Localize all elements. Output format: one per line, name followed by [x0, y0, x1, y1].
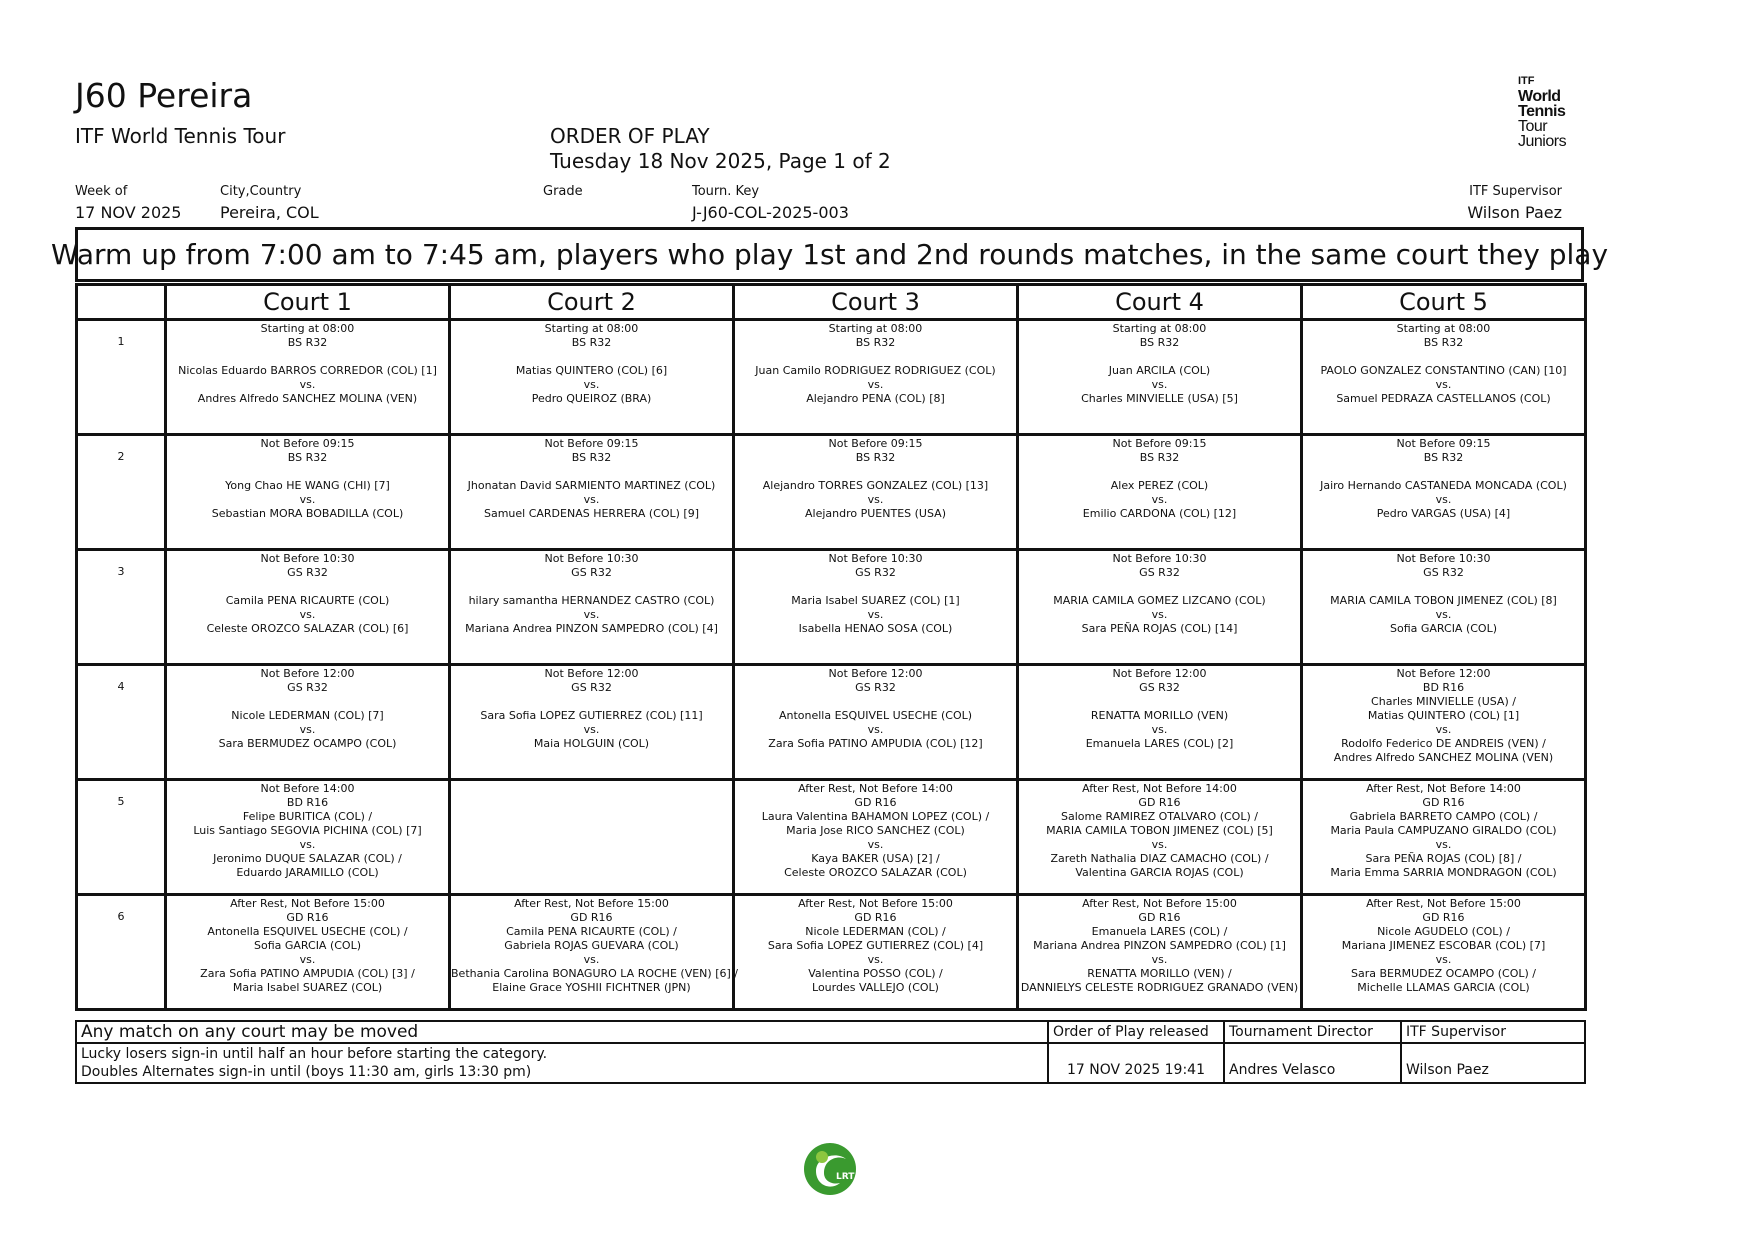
order-of-play-heading: ORDER OF PLAY [550, 124, 710, 148]
corner-cell [77, 285, 166, 320]
match-line: BD R16 [1422, 681, 1465, 694]
match-cell [166, 895, 450, 1010]
match-line: Not Before 10:30 [1396, 552, 1491, 565]
match-cell [450, 550, 734, 665]
match-line: Laura Valentina BAHAMON LOPEZ (COL) / [761, 810, 990, 823]
match-line: GD R16 [1138, 911, 1181, 924]
match-line [451, 465, 732, 479]
match-line: hilary samantha HERNANDEZ CASTRO (COL) [468, 594, 715, 607]
match-cell [734, 320, 1018, 435]
court-header: Court 2 [450, 285, 734, 320]
match-line: Nicole AGUDELO (COL) / [1377, 925, 1510, 938]
match-line: Alejandro PUENTES (USA) [805, 507, 946, 520]
match-line: Celeste OROZCO SALAZAR (COL) [6] [206, 622, 409, 635]
match-cell [1018, 550, 1302, 665]
match-line: GS R32 [287, 681, 328, 694]
match-line: Starting at 08:00 [1396, 322, 1491, 335]
match-line: Maria Paula CAMPUZANO GIRALDO (COL) [1330, 824, 1557, 837]
row-number: 2 [77, 435, 166, 550]
match-line [167, 580, 448, 594]
match-line: After Rest, Not Before 15:00 [230, 897, 385, 910]
match-line: BS R32 [287, 451, 328, 464]
match-line: Luis Santiago SEGOVIA PICHINA (COL) [7] [193, 824, 422, 837]
match-line: Starting at 08:00 [260, 322, 355, 335]
match-line: BS R32 [1423, 451, 1464, 464]
match-line: BS R32 [287, 336, 328, 349]
match-line: vs. [583, 953, 600, 966]
match-line: Felipe BURITICA (COL) / [242, 810, 373, 823]
page-title: J60 Pereira [75, 76, 253, 115]
match-line: Antonella ESQUIVEL USECHE (COL) / [207, 925, 408, 938]
court-header: Court 1 [166, 285, 450, 320]
moved-notice: Any match on any court may be moved [76, 1021, 1048, 1043]
lrt-logo-circle [804, 1143, 856, 1195]
match-row [77, 435, 1586, 550]
match-row [77, 895, 1586, 1010]
match-cell [1018, 435, 1302, 550]
match-line: Emanuela LARES (COL) [2] [1085, 737, 1234, 750]
match-line: Nicolas Eduardo BARROS CORREDOR (COL) [1] [178, 364, 437, 377]
match-line: Gabriela BARRETO CAMPO (COL) / [1349, 810, 1538, 823]
match-line: Maria Jose RICO SANCHEZ (COL) [786, 824, 965, 837]
match-line: Pedro VARGAS (USA) [4] [1376, 507, 1511, 520]
match-line: GD R16 [286, 911, 329, 924]
match-line: vs. [1435, 953, 1452, 966]
match-line: Not Before 14:00 [260, 782, 355, 795]
tour-name: ITF World Tennis Tour [75, 124, 286, 148]
match-line: After Rest, Not Before 15:00 [1366, 897, 1521, 910]
match-cell [1302, 320, 1586, 435]
match-line: vs. [583, 608, 600, 621]
match-line: Samuel PEDRAZA CASTELLANOS (COL) [1336, 392, 1551, 405]
match-line: Not Before 09:15 [1112, 437, 1207, 450]
match-line: Jhonatan David SARMIENTO MARTINEZ (COL) [467, 479, 716, 492]
match-cell [734, 665, 1018, 780]
match-line: Zareth Nathalia DIAZ CAMACHO (COL) / [1050, 852, 1269, 865]
match-line: GD R16 [854, 796, 897, 809]
match-cell [450, 665, 734, 780]
match-cell [734, 895, 1018, 1010]
match-line: Alex PEREZ (COL) [1110, 479, 1209, 492]
match-line: Emanuela LARES (COL) / [1091, 925, 1228, 938]
match-line: After Rest, Not Before 15:00 [798, 897, 953, 910]
match-line: GD R16 [854, 911, 897, 924]
match-line: GD R16 [1422, 911, 1465, 924]
match-cell [1018, 895, 1302, 1010]
match-line: Valentina POSSO (COL) / [808, 967, 943, 980]
match-cell [450, 895, 738, 1010]
match-line: Matias QUINTERO (COL) [1] [1367, 709, 1520, 722]
warmup-banner: Warm up from 7:00 am to 7:45 am, players who play 1st and 2nd rounds matches, in the same court they play [75, 227, 1584, 282]
match-line: vs. [299, 378, 316, 391]
match-line: Emilio CARDONA (COL) [12] [1082, 507, 1237, 520]
match-line: After Rest, Not Before 15:00 [1082, 897, 1237, 910]
match-line: Sara BERMUDEZ OCAMPO (COL) [218, 737, 397, 750]
match-line: BS R32 [855, 336, 896, 349]
row-number: 6 [77, 895, 166, 1010]
match-line: Not Before 12:00 [260, 667, 355, 680]
match-line: After Rest, Not Before 15:00 [514, 897, 669, 910]
footer-table [75, 1020, 1586, 1084]
itf-world-tennis-tour-juniors-logo: ITF World Tennis Tour Juniors [1518, 75, 1567, 150]
match-line: Sofia GARCIA (COL) [253, 939, 362, 952]
match-line: Jeronimo DUQUE SALAZAR (COL) / [213, 852, 402, 865]
match-line: vs. [1151, 378, 1168, 391]
match-line: Charles MINVIELLE (USA) / [1371, 695, 1516, 708]
signin-notes [76, 1043, 1048, 1083]
match-line: Mariana Andrea PINZON SAMPEDRO (COL) [4] [465, 622, 718, 635]
match-cell [1302, 895, 1586, 1010]
match-line: MARIA CAMILA GOMEZ LIZCANO (COL) [1053, 594, 1266, 607]
match-line: Maria Isabel SUAREZ (COL) [232, 981, 383, 994]
match-line: GS R32 [571, 566, 612, 579]
match-line: vs. [583, 493, 600, 506]
match-line [1019, 695, 1300, 709]
match-line: vs. [1435, 838, 1452, 851]
match-line: Eduardo JARAMILLO (COL) [236, 866, 379, 879]
row-number: 3 [77, 550, 166, 665]
match-line: After Rest, Not Before 14:00 [1082, 782, 1237, 795]
match-line: Rodolfo Federico DE ANDREIS (VEN) / [1341, 737, 1546, 750]
match-cell [1018, 320, 1302, 435]
lrt-logo-text: LRT [836, 1172, 855, 1182]
match-line: BS R32 [1139, 336, 1180, 349]
tourn-key-value: J-J60-COL-2025-003 [692, 203, 849, 222]
match-line: Nicole LEDERMAN (COL) [7] [231, 709, 384, 722]
match-line: Charles MINVIELLE (USA) [5] [1081, 392, 1238, 405]
match-line [451, 695, 732, 709]
match-line: BS R32 [571, 451, 612, 464]
match-line: Andres Alfredo SANCHEZ MOLINA (VEN) [197, 392, 418, 405]
row-number: 5 [77, 780, 166, 895]
match-line: Sara PEÑA ROJAS (COL) [14] [1081, 622, 1238, 635]
match-line: vs. [299, 838, 316, 851]
supervisor-value: Wilson Paez [1467, 203, 1562, 222]
match-line: vs. [299, 723, 316, 736]
match-cell [450, 780, 734, 895]
match-line: vs. [867, 838, 884, 851]
match-line: GS R32 [855, 566, 896, 579]
match-line: Not Before 09:15 [544, 437, 639, 450]
lucky-losers-note: Lucky losers sign-in until half an hour before starting the category. [81, 1046, 548, 1062]
match-line: DANNIELYS CELESTE RODRIGUEZ GRANADO (VEN) [1020, 981, 1299, 994]
match-line: Zara Sofia PATINO AMPUDIA (COL) [3] / [200, 967, 415, 980]
city-value: Pereira, COL [220, 203, 319, 222]
match-line: GS R32 [1139, 681, 1180, 694]
match-line: Starting at 08:00 [544, 322, 639, 335]
match-line: Juan Camilo RODRIGUEZ RODRIGUEZ (COL) [755, 364, 996, 377]
match-line: vs. [1151, 493, 1168, 506]
match-line: Sara PEÑA ROJAS (COL) [8] / [1365, 852, 1522, 865]
match-line: After Rest, Not Before 14:00 [1366, 782, 1521, 795]
match-line: PAOLO GONZALEZ CONSTANTINO (CAN) [10] [1320, 364, 1567, 377]
match-line: BS R32 [1139, 451, 1180, 464]
match-line: Alejandro PENA (COL) [8] [806, 392, 945, 405]
match-line [1303, 465, 1584, 479]
match-line: GD R16 [1422, 796, 1465, 809]
match-line: Sofia GARCIA (COL) [1389, 622, 1498, 635]
footer-supervisor-value: Wilson Paez [1401, 1043, 1585, 1083]
match-line [451, 350, 732, 364]
match-cell [734, 780, 1018, 895]
match-row [77, 665, 1586, 780]
match-line: Maia HOLGUIN (COL) [533, 737, 650, 750]
court-header: Court 3 [734, 285, 1018, 320]
match-line: vs. [299, 493, 316, 506]
match-line: GS R32 [1423, 566, 1464, 579]
grade-label: Grade [543, 184, 583, 199]
match-line: vs. [1435, 378, 1452, 391]
match-line [735, 465, 1016, 479]
match-line: Nicole LEDERMAN (COL) / [805, 925, 946, 938]
match-line: Camila PENA RICAURTE (COL) [225, 594, 390, 607]
match-line: Not Before 10:30 [260, 552, 355, 565]
match-line: RENATTA MORILLO (VEN) / [1087, 967, 1232, 980]
match-line: Not Before 12:00 [544, 667, 639, 680]
match-line: vs. [1435, 723, 1452, 736]
match-line: MARIA CAMILA TOBON JIMENEZ (COL) [8] [1330, 594, 1557, 607]
match-row [77, 320, 1586, 435]
director-value: Andres Velasco [1224, 1043, 1401, 1083]
match-line: BD R16 [286, 796, 329, 809]
match-line: GS R32 [855, 681, 896, 694]
match-line [1019, 580, 1300, 594]
match-line [735, 695, 1016, 709]
match-line: Not Before 09:15 [260, 437, 355, 450]
match-line: Not Before 09:15 [828, 437, 923, 450]
match-line: BS R32 [855, 451, 896, 464]
schedule-table [75, 283, 1587, 1011]
match-line: GS R32 [287, 566, 328, 579]
match-line [735, 580, 1016, 594]
match-line: Pedro QUEIROZ (BRA) [531, 392, 652, 405]
match-cell [166, 320, 450, 435]
court-header-row [77, 285, 1586, 320]
match-line: Sara Sofia LOPEZ GUTIERREZ (COL) [11] [480, 709, 703, 722]
match-cell [1302, 780, 1586, 895]
match-cell [1302, 665, 1586, 780]
match-line: Mariana JIMENEZ ESCOBAR (COL) [7] [1341, 939, 1546, 952]
match-line [1303, 350, 1584, 364]
match-line: vs. [299, 953, 316, 966]
match-line: Maria Emma SARRIA MONDRAGON (COL) [1330, 866, 1557, 879]
match-line: Salome RAMIREZ OTALVARO (COL) / [1061, 810, 1258, 823]
date-page: Tuesday 18 Nov 2025, Page 1 of 2 [550, 149, 891, 173]
footer-supervisor-label: ITF Supervisor [1401, 1021, 1585, 1043]
match-line: Not Before 12:00 [828, 667, 923, 680]
match-line: vs. [583, 723, 600, 736]
match-line: Not Before 10:30 [1112, 552, 1207, 565]
match-line: Not Before 10:30 [828, 552, 923, 565]
match-line: Not Before 09:15 [1396, 437, 1491, 450]
city-label: City,Country [220, 184, 302, 199]
match-row [77, 780, 1586, 895]
match-line: Bethania Carolina BONAGURO LA ROCHE (VEN) [6] / [451, 967, 738, 980]
lrt-logo [802, 1141, 858, 1197]
match-line: Camila PENA RICAURTE (COL) / [506, 925, 677, 938]
match-line: BS R32 [1423, 336, 1464, 349]
match-line [451, 580, 732, 594]
match-line: vs. [1151, 838, 1168, 851]
match-line: vs. [1435, 493, 1452, 506]
match-line: Lourdes VALLEJO (COL) [812, 981, 939, 994]
match-line: Maria Isabel SUAREZ (COL) [1] [791, 594, 960, 607]
match-line: vs. [1151, 953, 1168, 966]
match-line: Michelle LLAMAS GARCIA (COL) [1357, 981, 1530, 994]
match-line: vs. [867, 378, 884, 391]
match-line: vs. [867, 493, 884, 506]
doubles-alternates-note: Doubles Alternates sign-in until (boys 11:30 am, girls 13:30 pm) [81, 1064, 532, 1080]
row-number: 1 [77, 320, 166, 435]
released-value: 17 NOV 2025 19:41 [1048, 1043, 1224, 1083]
match-line: RENATTA MORILLO (VEN) [1090, 709, 1229, 722]
match-line: Sebastian MORA BOBADILLA (COL) [211, 507, 404, 520]
match-line: Gabriela ROJAS GUEVARA (COL) [504, 939, 679, 952]
match-cell [166, 665, 450, 780]
match-line: vs. [299, 608, 316, 621]
match-line: vs. [867, 953, 884, 966]
match-row [77, 550, 1586, 665]
released-label: Order of Play released [1048, 1021, 1224, 1043]
match-line: Valentina GARCIA ROJAS (COL) [1075, 866, 1244, 879]
match-cell [1018, 665, 1302, 780]
row-number: 4 [77, 665, 166, 780]
match-line: GD R16 [1138, 796, 1181, 809]
match-line: Antonella ESQUIVEL USECHE (COL) [778, 709, 973, 722]
match-line: Samuel CARDENAS HERRERA (COL) [9] [483, 507, 700, 520]
match-line [1303, 580, 1584, 594]
match-cell [450, 435, 734, 550]
match-line: Sara Sofia LOPEZ GUTIERREZ (COL) [4] [767, 939, 984, 952]
match-cell [166, 550, 450, 665]
match-line: GD R16 [570, 911, 613, 924]
supervisor-label: ITF Supervisor [1469, 184, 1562, 199]
match-line [167, 695, 448, 709]
match-line: Kaya BAKER (USA) [2] / [811, 852, 940, 865]
match-cell [166, 780, 450, 895]
court-header: Court 4 [1018, 285, 1302, 320]
match-line: vs. [867, 608, 884, 621]
match-line: After Rest, Not Before 14:00 [798, 782, 953, 795]
match-line: Elaine Grace YOSHII FICHTNER (JPN) [492, 981, 691, 994]
match-cell [166, 435, 450, 550]
match-line [735, 350, 1016, 364]
match-cell [450, 320, 734, 435]
week-of-value: 17 NOV 2025 [75, 203, 182, 222]
match-line: vs. [1151, 608, 1168, 621]
match-line [1019, 465, 1300, 479]
match-line: GS R32 [571, 681, 612, 694]
match-line: Alejandro TORRES GONZALEZ (COL) [13] [762, 479, 989, 492]
match-cell [734, 550, 1018, 665]
match-line: Yong Chao HE WANG (CHI) [7] [225, 479, 390, 492]
match-line: Matias QUINTERO (COL) [6] [515, 364, 668, 377]
lrt-logo-ball [816, 1151, 828, 1163]
match-line [167, 350, 448, 364]
week-of-label: Week of [75, 184, 128, 199]
match-line: Zara Sofia PATINO AMPUDIA (COL) [12] [768, 737, 983, 750]
match-line: Not Before 12:00 [1112, 667, 1207, 680]
match-line: Not Before 10:30 [544, 552, 639, 565]
match-cell [1302, 435, 1586, 550]
match-line: BS R32 [571, 336, 612, 349]
match-line: vs. [583, 378, 600, 391]
match-line: Andres Alfredo SANCHEZ MOLINA (VEN) [1333, 751, 1554, 764]
match-line: Isabella HENAO SOSA (COL) [798, 622, 953, 635]
match-line: MARIA CAMILA TOBON JIMENEZ (COL) [5] [1046, 824, 1273, 837]
court-header: Court 5 [1302, 285, 1586, 320]
match-line: Juan ARCILA (COL) [1108, 364, 1211, 377]
match-line: Starting at 08:00 [1112, 322, 1207, 335]
match-line: Starting at 08:00 [828, 322, 923, 335]
tourn-key-label: Tourn. Key [692, 184, 760, 199]
match-line [167, 465, 448, 479]
director-label: Tournament Director [1224, 1021, 1401, 1043]
match-line: Jairo Hernando CASTANEDA MONCADA (COL) [1320, 479, 1567, 492]
match-line: vs. [1151, 723, 1168, 736]
match-line: vs. [1435, 608, 1452, 621]
match-line: Celeste OROZCO SALAZAR (COL) [784, 866, 967, 879]
match-cell [1302, 550, 1586, 665]
match-line: Not Before 12:00 [1396, 667, 1491, 680]
match-line: Sara BERMUDEZ OCAMPO (COL) / [1350, 967, 1536, 980]
match-line: Mariana Andrea PINZON SAMPEDRO (COL) [1] [1033, 939, 1286, 952]
match-cell [734, 435, 1018, 550]
match-line: vs. [867, 723, 884, 736]
match-cell [1018, 780, 1302, 895]
match-line: GS R32 [1139, 566, 1180, 579]
match-line [1019, 350, 1300, 364]
